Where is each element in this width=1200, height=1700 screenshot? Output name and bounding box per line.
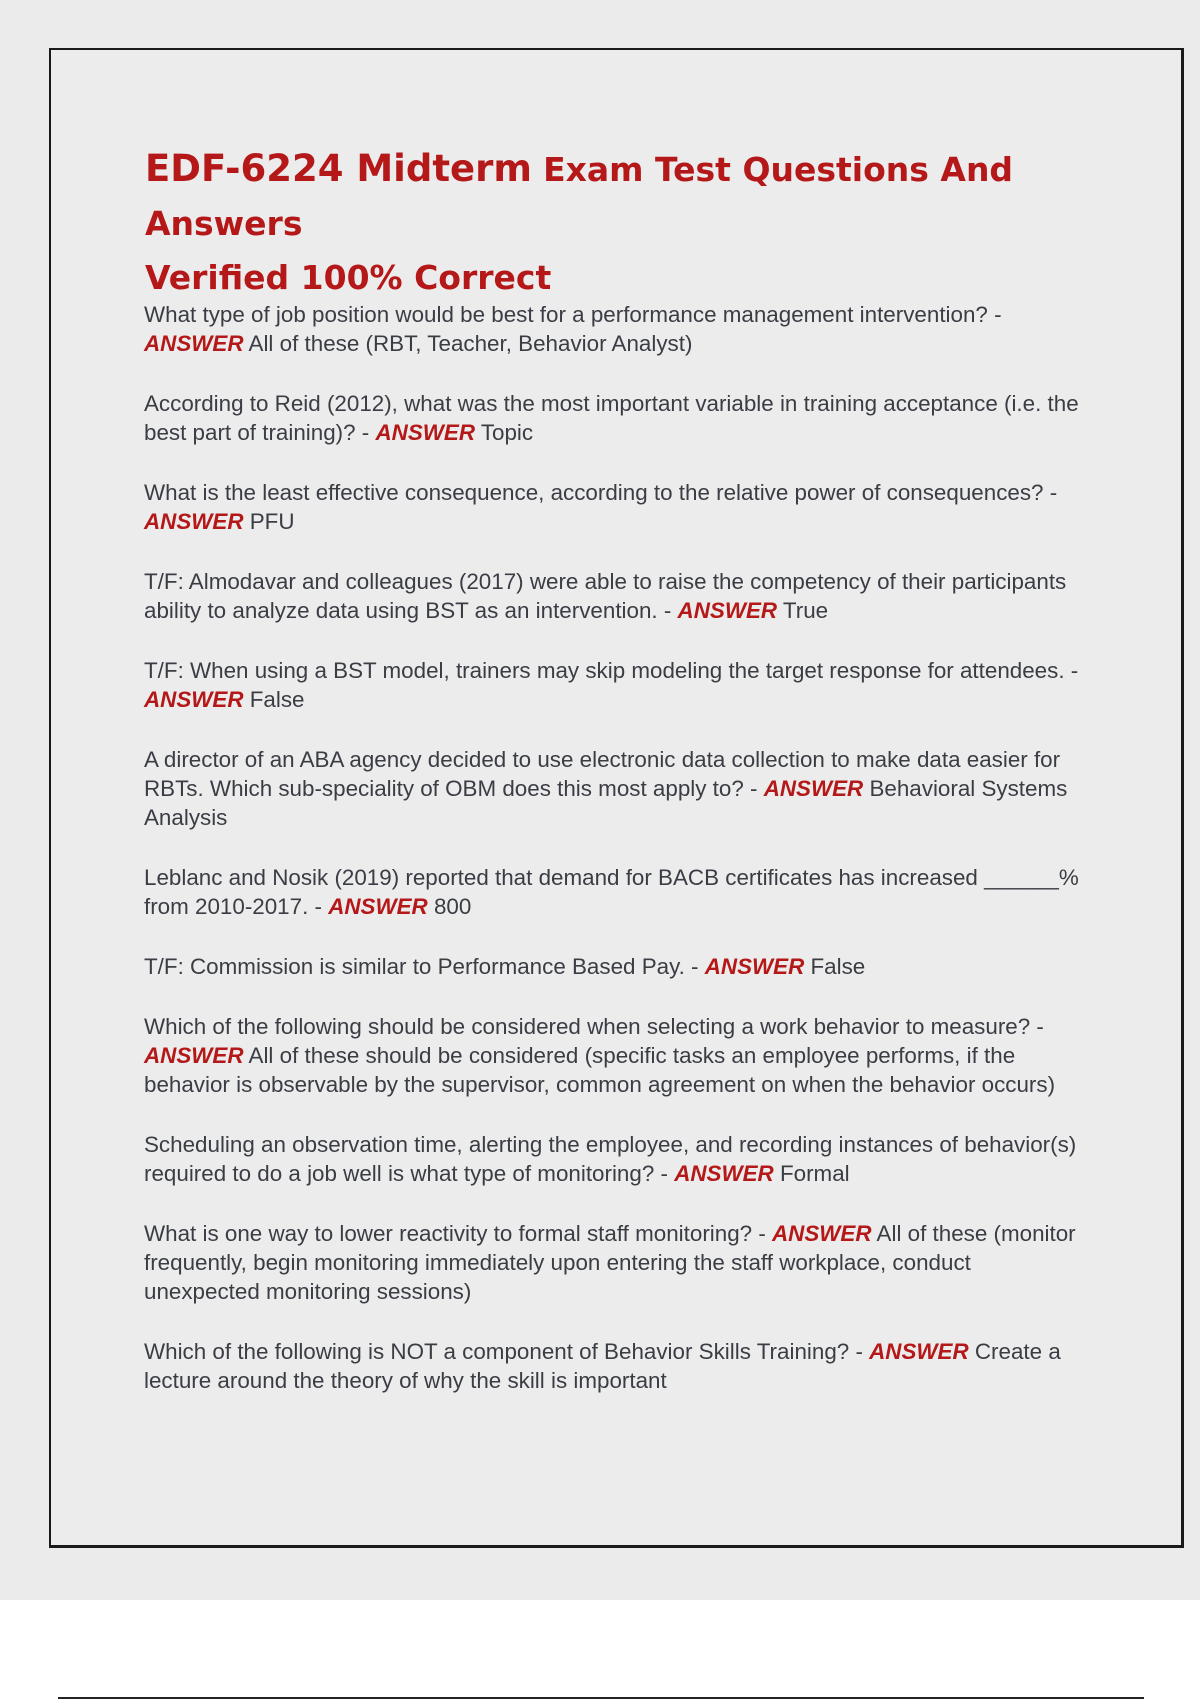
answer-label: ANSWER xyxy=(869,1339,969,1364)
qa-item xyxy=(144,952,1084,981)
answer-text: All of these (monitor frequently, begin monitoring immediately upon entering the staff workplace, conduct unexpected monitoring sessions) xyxy=(144,1221,1076,1304)
title-rest: Exam Test Questions And Answers xyxy=(145,150,1014,243)
qa-item xyxy=(144,567,1084,625)
answer-text: 800 xyxy=(433,894,472,919)
title-subtitle: Verified 100% Correct xyxy=(145,258,552,297)
answer-text: Formal xyxy=(779,1161,850,1186)
qa-item xyxy=(144,1130,1084,1188)
question-text: Scheduling an observation time, alerting the employee, and recording instances of behavior(s) required to do a job well is what type of monitoring? - xyxy=(144,1132,1077,1186)
answer-text: Create a lecture around the theory of why the skill is important xyxy=(144,1339,1061,1393)
document-title xyxy=(145,142,1105,305)
answer-text: PFU xyxy=(249,509,295,534)
qa-item xyxy=(144,1337,1084,1395)
answer-label: ANSWER xyxy=(677,598,778,623)
question-text: What is one way to lower reactivity to formal staff monitoring? - xyxy=(144,1221,773,1246)
answer-text: Topic xyxy=(480,420,534,445)
answer-label: ANSWER xyxy=(144,687,244,712)
qa-item xyxy=(144,389,1084,447)
answer-text: False xyxy=(249,687,305,712)
qa-item xyxy=(144,745,1084,832)
answer-label: ANSWER xyxy=(772,1221,872,1246)
qa-item xyxy=(144,300,1084,358)
qa-item xyxy=(144,656,1084,714)
answer-text: All of these (RBT, Teacher, Behavior Analyst) xyxy=(248,331,693,356)
answer-label: ANSWER xyxy=(763,776,864,801)
answer-text: Behavioral Systems Analysis xyxy=(144,776,1068,830)
question-text: What type of job position would be best for a performance management intervention? - xyxy=(144,302,1002,327)
answer-text: True xyxy=(782,598,829,623)
answer-label: ANSWER xyxy=(144,509,244,534)
answer-label: ANSWER xyxy=(704,954,805,979)
answer-label: ANSWER xyxy=(328,894,428,919)
answer-label: ANSWER xyxy=(144,331,244,356)
question-text: According to Reid (2012), what was the most important variable in training acceptance (i.e. the best part of training)? - xyxy=(144,391,1079,445)
page-divider xyxy=(58,1697,1144,1699)
answer-label: ANSWER xyxy=(375,420,475,445)
qa-list xyxy=(144,300,1084,1426)
qa-item xyxy=(144,863,1084,921)
qa-item xyxy=(144,478,1084,536)
question-text: Leblanc and Nosik (2019) reported that demand for BACB certificates has increased ______% from 2010-2017. - xyxy=(144,865,1079,919)
title-course-code: EDF-6224 Midterm xyxy=(145,147,532,190)
question-text: T/F: When using a BST model, trainers may skip modeling the target response for attendees. - xyxy=(144,658,1079,683)
answer-label: ANSWER xyxy=(674,1161,774,1186)
question-text: What is the least effective consequence, according to the relative power of consequences? - xyxy=(144,480,1058,505)
qa-item xyxy=(144,1012,1084,1099)
next-page-area xyxy=(0,1600,1200,1700)
qa-item xyxy=(144,1219,1084,1306)
question-text: Which of the following is NOT a component of Behavior Skills Training? - xyxy=(144,1339,870,1364)
answer-text: All of these should be considered (specific tasks an employee performs, if the behavior is observable by the supervisor, common agreement on when the behavior occurs) xyxy=(144,1043,1056,1097)
question-text: T/F: Commission is similar to Performance Based Pay. - xyxy=(144,954,705,979)
question-text: A director of an ABA agency decided to use electronic data collection to make data easier for RBTs. Which sub-speciality of OBM does this most apply to? - xyxy=(144,747,1061,801)
question-text: Which of the following should be considered when selecting a work behavior to measure? - xyxy=(144,1014,1044,1039)
answer-text: False xyxy=(810,954,866,979)
answer-label: ANSWER xyxy=(144,1043,244,1068)
question-text: T/F: Almodavar and colleagues (2017) were able to raise the competency of their participants ability to analyze data using BST as an intervention. - xyxy=(144,569,1067,623)
